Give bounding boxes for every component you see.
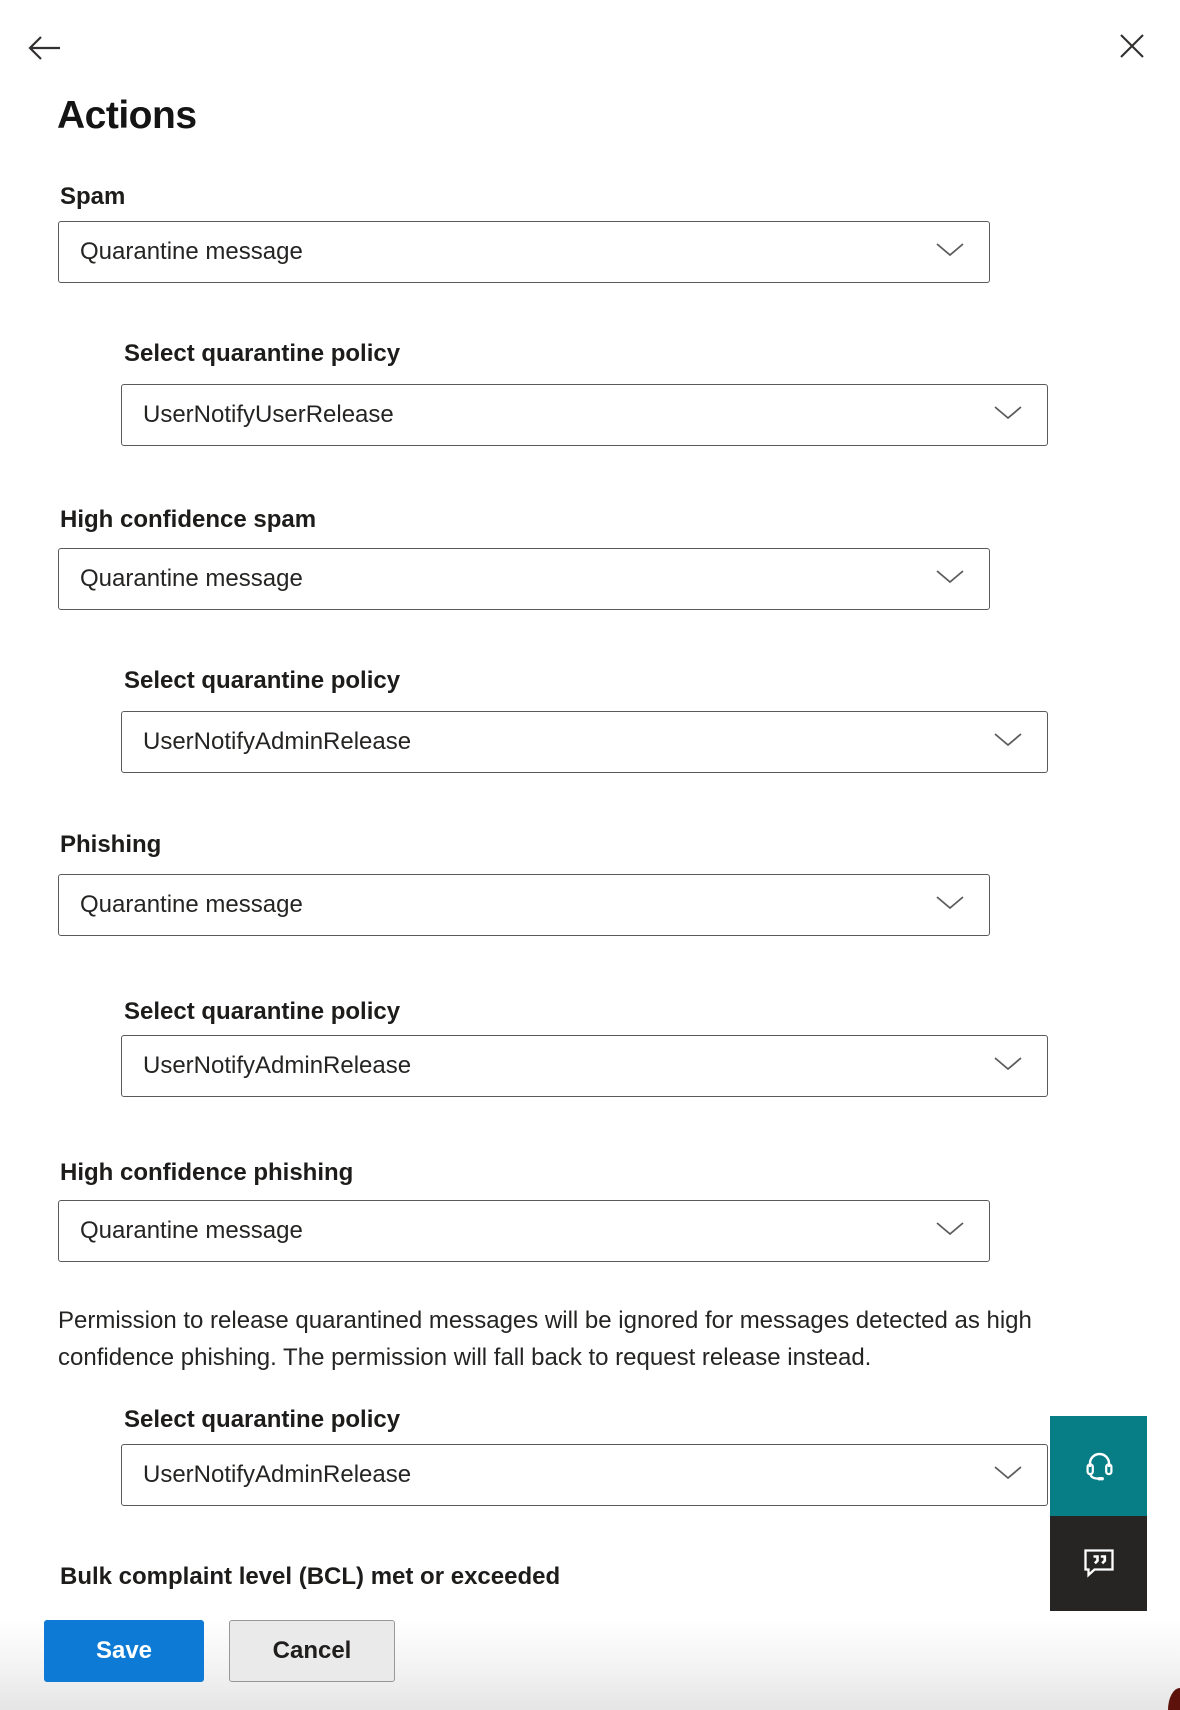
section-label-phishing: Phishing [60,831,162,858]
section-label-spam: Spam [60,183,126,210]
section-label-bulk-complaint-level: Bulk complaint level (BCL) met or exceeded [60,1563,561,1590]
save-button[interactable]: Save [44,1620,204,1682]
feedback-widget-button[interactable] [1050,1516,1147,1611]
spam-quarantine-policy-select[interactable] [121,384,1048,446]
chevron-down-icon [935,1221,965,1241]
high-confidence-spam-policy-value: UserNotifyAdminRelease [143,728,412,755]
footer-bar [0,1590,1180,1710]
phishing-policy-label: Select quarantine policy [124,998,401,1025]
section-label-high-confidence-spam: High confidence spam [60,506,317,533]
spam-action-value: Quarantine message [80,238,303,265]
high-confidence-spam-policy-label: Select quarantine policy [124,667,401,694]
high-confidence-spam-action-value: Quarantine message [80,565,303,592]
close-icon [1118,48,1146,63]
high-confidence-phishing-action-value: Quarantine message [80,1217,303,1244]
chevron-down-icon [993,732,1023,752]
back-arrow-icon [25,53,63,68]
chat-bubble-icon [1082,1547,1116,1581]
headset-icon [1082,1448,1116,1485]
high-confidence-phishing-policy-label: Select quarantine policy [124,1406,401,1433]
high-confidence-phishing-quarantine-policy-select[interactable] [121,1444,1048,1506]
chevron-down-icon [993,1056,1023,1076]
chevron-down-icon [935,569,965,589]
spam-policy-value: UserNotifyUserRelease [143,401,394,428]
page-title: Actions [57,94,197,137]
high-confidence-spam-quarantine-policy-select[interactable] [121,711,1048,773]
chevron-down-icon [935,242,965,262]
section-label-high-confidence-phishing: High confidence phishing [60,1159,354,1186]
chevron-down-icon [993,405,1023,425]
phishing-policy-value: UserNotifyAdminRelease [143,1052,412,1079]
help-widget-button[interactable] [1050,1416,1147,1516]
phishing-quarantine-policy-select[interactable] [121,1035,1048,1097]
chevron-down-icon [993,1465,1023,1485]
chevron-down-icon [935,895,965,915]
spam-policy-label: Select quarantine policy [124,340,401,367]
high-confidence-phishing-action-select[interactable] [58,1200,990,1262]
close-button[interactable] [1112,28,1152,64]
phishing-action-value: Quarantine message [80,891,303,918]
high-confidence-phishing-note: Permission to release quarantined messages will be ignored for messages detected as high confidence phishing. The permission will fall back to request release instead. [58,1307,1032,1371]
phishing-action-select[interactable] [58,874,990,936]
spam-action-select[interactable] [58,221,990,283]
back-button[interactable] [22,28,66,68]
cancel-button[interactable]: Cancel [229,1620,395,1682]
high-confidence-spam-action-select[interactable] [58,548,990,610]
high-confidence-phishing-policy-value: UserNotifyAdminRelease [143,1461,412,1488]
